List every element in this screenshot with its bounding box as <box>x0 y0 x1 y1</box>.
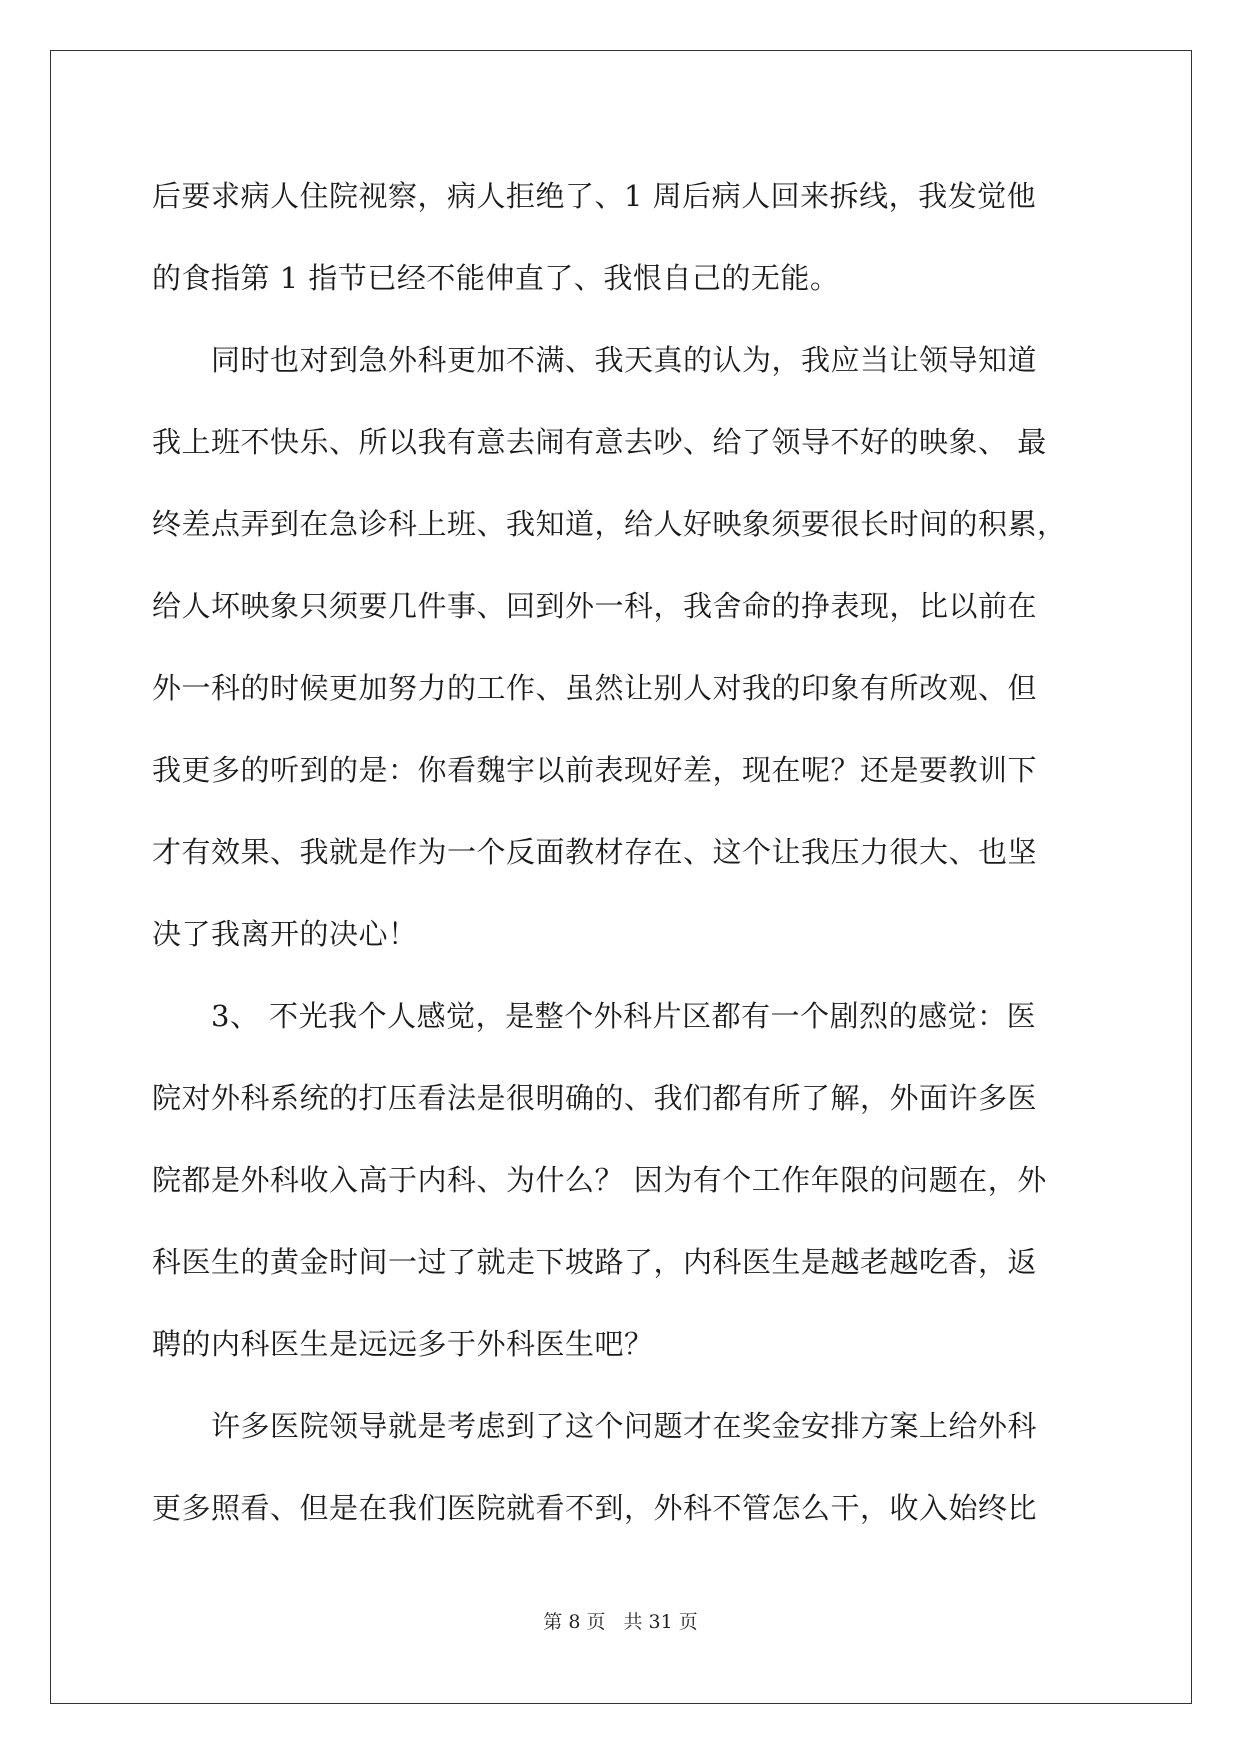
text-line: 给人坏映象只须要几件事、回到外一科，我舍命的挣表现，比以前在 <box>152 589 1038 623</box>
text-line: 我上班不快乐、所以我有意去闹有意去吵、给了领导不好的映象、 最 <box>152 425 1047 459</box>
text-line: 院对外科系统的打压看法是很明确的、我们都有所了解，外面许多医 <box>152 1081 1038 1115</box>
text-line: 同时也对到急外科更加不满、我天真的认为，我应当让领导知道 <box>152 343 1038 377</box>
page-footer <box>0 1610 1241 1634</box>
page-number-current: 第 8 页 <box>543 1611 606 1633</box>
text-line: 更多照看、但是在我们医院就看不到，外科不管怎么干，收入始终比 <box>152 1491 1038 1525</box>
text-line: 聘的内科医生是远远多于外科医生吧？ <box>152 1327 654 1361</box>
document-body <box>152 155 1092 1549</box>
text-line: 科医生的黄金时间一过了就走下坡路了，内科医生是越老越吃香，返 <box>152 1245 1038 1279</box>
text-line: 3、 不光我个人感觉，是整个外科片区都有一个剧烈的感觉：医 <box>152 999 1037 1033</box>
text-line: 决了我离开的决心！ <box>152 917 418 951</box>
page-number-total: 共 31 页 <box>623 1611 698 1633</box>
text-line: 终差点弄到在急诊科上班、我知道，给人好映象须要很长时间的积累， <box>152 507 1067 541</box>
text-line: 我更多的听到的是：你看魏宇以前表现好差，现在呢？还是要教训下 <box>152 753 1038 787</box>
text-line: 院都是外科收入高于内科、为什么？ 因为有个工作年限的问题在，外 <box>152 1163 1047 1197</box>
text-line: 后要求病人住院视察，病人拒绝了、1 周后病人回来拆线，我发觉他 <box>152 179 1037 213</box>
text-line: 许多医院领导就是考虑到了这个问题才在奖金安排方案上给外科 <box>152 1409 1038 1443</box>
text-line: 的食指第 1 指节已经不能伸直了、我恨自己的无能。 <box>152 261 840 295</box>
text-line: 才有效果、我就是作为一个反面教材存在、这个让我压力很大、也坚 <box>152 835 1038 869</box>
text-line: 外一科的时候更加努力的工作、虽然让别人对我的印象有所改观、但 <box>152 671 1038 705</box>
